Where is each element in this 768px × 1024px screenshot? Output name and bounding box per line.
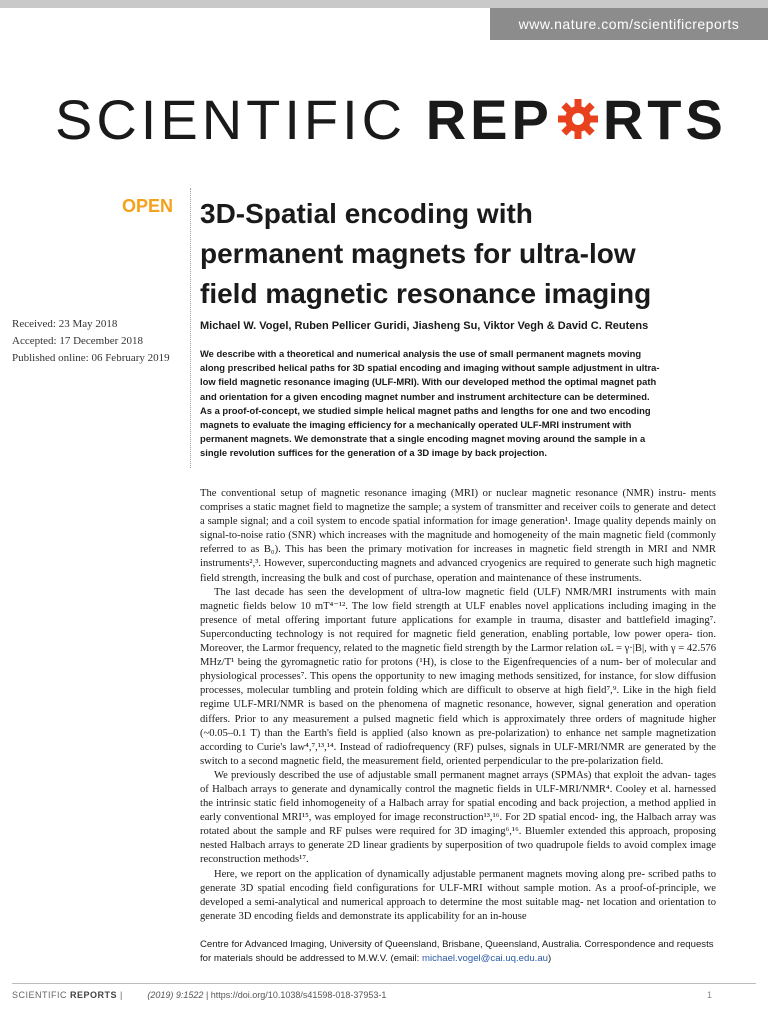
abstract-line: single revolution suffices for the generation of a 3D image by back projection. [200, 447, 547, 459]
affiliation-note [200, 938, 720, 966]
article-title [200, 194, 740, 314]
paragraph: Here, we report on the application of dynamically adjustable permanent magnets moving along pre- scribed paths to generate 3D spatial encoding field configurations for ULF-MRI without sample motion. As a proof-of-principle, we developed a semi-analytical and numerical approach to determine the most suitable mag- net location and orientation to generate 3D encoding fields and demonstrate its applicability for an in-house [200, 868, 716, 922]
body-text [200, 487, 716, 924]
abstract-line: magnets to evaluate the imaging efficiency for a mechanically operated ULF-MRI instrument with [200, 419, 632, 431]
affiliation-close: ) [548, 953, 552, 964]
citation-volume: (2019) 9:1522 [147, 990, 204, 1000]
top-bar [0, 0, 768, 8]
accepted-date: Accepted: 17 December 2018 [12, 335, 144, 347]
title-divider [190, 188, 192, 468]
footer-journal-light: SCIENTIFIC [12, 990, 71, 1000]
abstract-line: permanent magnets. We demonstrate that a single encoding magnet moving around the sample in a [200, 433, 646, 445]
abstract-line: We describe with a theoretical and numerical analysis the use of small permanent magnets moving [200, 348, 642, 359]
title-line: field magnetic resonance imaging [200, 278, 652, 309]
title-line: permanent magnets for ultra-low [200, 238, 636, 269]
title-line: 3D-Spatial encoding with [200, 198, 533, 229]
abstract-line: along prescribed helical paths for 3D spatial encoding and imaging without sample adjustment in ultra- [200, 362, 660, 374]
paragraph: The conventional setup of magnetic resonance imaging (MRI) or nuclear magnetic resonance (NMR) instru- ments comprises a static magnet field to magnetize the sample; a system of transmitter and receiver coils to generate and detect a sample signal; and a coil system to encode spatial information for image generation¹. Image quality depends mainly on signal-to-noise ratio (SNR) which increases with the magnitude and homogeneity of the main magnetic field (commonly referred to as B₀). This has been the primary motivation for increases in magnetic field strength in MRI and NMR instruments²,³. However, superconducting magnets and advanced cryogenics are required to generate such high magnetic field strength, increasing the bulk and cost of purchase, operation and maintenance of these instruments. [200, 488, 716, 584]
journal-title-rep: REP [425, 88, 553, 151]
page-number: 1 [706, 990, 712, 1000]
received-date: Received: 23 May 2018 [12, 318, 118, 330]
author-list: Michael W. Vogel, Ruben Pellicer Guridi, Jiasheng Su, Viktor Vegh & David C. Reutens [200, 320, 649, 332]
paragraph: We previously described the use of adjustable small permanent magnet arrays (SPMAs) that exploit the advan- tages of Halbach arrays to generate and dynamically control the magnetic fields in ULF-MRI/NMR⁴. Cooley et al. harnessed the intrinsic static field inhomogeneity of a Halbach array for spatial encoding and back projection, a method applied in early conventional MRI¹⁵, was employed for image reconstruction¹³,¹⁶. For 2D spatial encod- ing, the Halbach array was rotated about the sample and RF pulses were required for 3D imaging⁶,¹⁶. Bluemler extended this approach, proposing nested Halbach arrays to generate 2D linear gradients by superposition of two quadrupole fields to avoid complex image reconstruction methods¹⁷. [200, 769, 716, 866]
journal-title-scientific: SCIENTIFIC [55, 88, 426, 151]
correspondence-email[interactable]: michael.vogel@cai.uq.edu.au [422, 953, 549, 964]
journal-url[interactable]: www.nature.com/scientificreports [490, 8, 768, 40]
abstract-line: As a proof-of-concept, we studied simple helical magnet paths and lengths for one and two encoding [200, 404, 651, 416]
footer-rule [12, 983, 756, 984]
page-footer [12, 990, 756, 1006]
paragraph: The last decade has seen the development of ultra-low magnetic field (ULF) NMR/MRI instruments with main magnetic fields below 10 mT⁴⁻¹². The low field strength at ULF enables novel applications including imaging in the presence of metal offering important future applications for example in trauma, disaster and battlefield imaging⁷. Superconducting technology is not required for magnetic field generation, enabling portable, low power opera- tion. Moreover, the Larmor frequency, related to the magnetic field strength by the Larmor relation ωL = γ·|B|, with γ = 42.576 MHz/T¹ being the gyromagnetic ratio for protons (¹H), is close to the Eigenfrequencies of a num- ber of molecular and physiological processes⁷. This opens the opportunity to new imaging methods sensitized, for instance, for slow diffusion processes, molecular tumbling and protein folding which are difficult to observe at high field⁷,⁹. Like in the high field regime ULF-MRI/NMR is based on the phenomena of magnetic resonance, however, signal generation and operation differs. Prior to any measurement a pulsed magnetic field which is approximately three orders of magnitude higher (~0.05–0.1 T) than the Earth's field is applied (also known as pre-polarization) to enhance net sample magnetization according to Curie's law⁴,⁷,¹³,¹⁴. Instead of radiofrequency (RF) pulses, signals in ULF-MRI/NMR are generated by the switch to a second magnetic field, the measurement field, oriented perpendicular to the pre-polarization field. [200, 586, 716, 767]
gear-icon [555, 89, 601, 145]
affiliation-text: Centre for Advanced Imaging, University of Queensland, Brisbane, Queensland, Australia. Correspondence and requests for materials should be addressed to M.W.V. (email: [200, 939, 714, 964]
journal-title-rts: RTS [602, 88, 727, 151]
published-date: Published online: 06 February 2019 [12, 352, 170, 364]
footer-separator: | [117, 990, 123, 1000]
abstract [200, 347, 720, 461]
journal-title [55, 80, 727, 160]
doi-link[interactable]: | https://doi.org/10.1038/s41598-018-37953-1 [203, 990, 387, 1000]
article-dates [12, 316, 190, 367]
abstract-line: low field magnetic resonance imaging (ULF-MRI). With our developed method the optimal magnet path [200, 376, 657, 388]
abstract-line: and orientation for a given encoding magnet number and instrument architecture can be determined. [200, 390, 650, 402]
footer-journal [12, 990, 123, 1000]
footer-journal-bold: REPORTS [70, 990, 118, 1000]
footer-citation [147, 990, 386, 1000]
open-access-badge: OPEN [122, 196, 174, 216]
